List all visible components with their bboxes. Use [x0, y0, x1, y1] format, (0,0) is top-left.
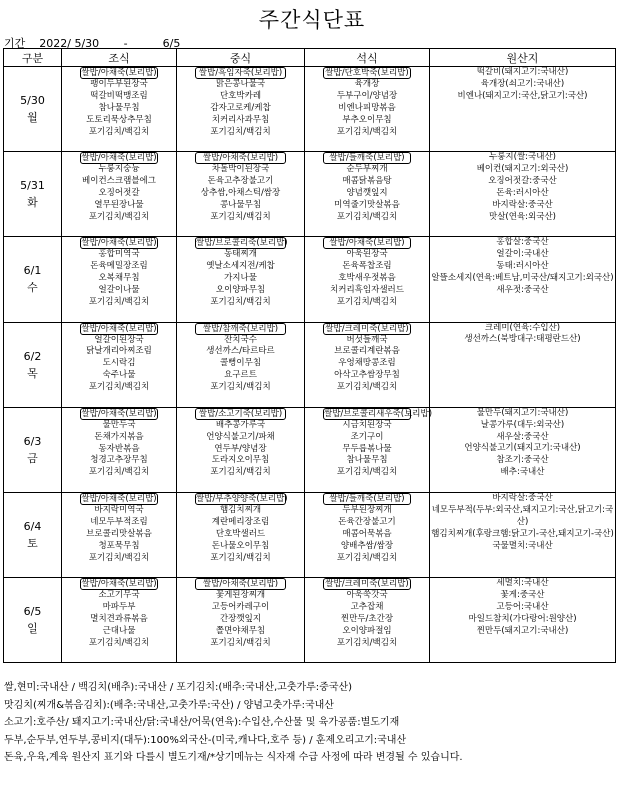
origin-item: 비엔나(돼지고기:국산,닭고기:국산)	[457, 90, 588, 101]
kimchi-item: 포기김치/백김치	[210, 637, 271, 648]
origin-item: 홍합살:중국산	[496, 237, 549, 248]
dinner-cell	[305, 407, 433, 492]
rice-porridge-item: 쌀밥/브로콜리새우죽(보리밥)	[324, 408, 433, 419]
day-cell	[4, 67, 62, 152]
dinner-cell	[305, 152, 430, 237]
kimchi-item: 포기김치/백김치	[336, 126, 398, 137]
menu-item: 고등어카레구이	[211, 602, 270, 613]
rice-porridge-item: 쌀밥/아채죽(보리밥)	[81, 238, 157, 249]
menu-item: 시금치된장국	[342, 419, 392, 430]
menu-item: 얼갈이나물	[98, 285, 140, 296]
kimchi-item: 포기김치/백김치	[336, 637, 398, 648]
breakfast-cell	[62, 322, 177, 407]
kimchi-item: 포기김치/백김치	[88, 637, 150, 648]
origin-item: 국물멸치:국내산	[492, 540, 553, 551]
kimchi-item: 포기김치/백김치	[336, 296, 398, 307]
period-start: 2022/ 5/30	[39, 37, 100, 50]
menu-item: 찐만두/초간장	[340, 613, 394, 624]
lunch-menu	[177, 493, 304, 564]
menu-item: 상추쌈,아채스틱/쌈장	[200, 187, 281, 198]
menu-item: 네모두부적조림	[90, 516, 148, 527]
menu-item: 잔치국수	[224, 334, 257, 345]
origin-item: 육개장(쇠고기:국내산)	[480, 78, 565, 89]
menu-item: 물만두국	[102, 419, 136, 430]
menu-item: 매콤어묵볶음	[342, 528, 392, 539]
kimchi-item: 포기김치/백김치	[88, 552, 150, 563]
lunch-cell	[177, 578, 305, 663]
rice-porridge-item: 쌀밥/부추양양죽(보리밥)	[196, 493, 288, 504]
day-cell	[4, 237, 62, 322]
kimchi-item: 포기김치/백김치	[336, 382, 398, 393]
header-row	[4, 49, 616, 67]
menu-item: 비엔나피망볶음	[338, 102, 396, 113]
day-weekday: 일	[27, 622, 38, 636]
dinner-menu	[305, 67, 429, 138]
menu-item: 동자반볶음	[98, 443, 140, 454]
origin-item: 알뜰소세지(연육:베트남,미국산/돼지고기:외국산)	[431, 273, 614, 284]
lunch-cell	[177, 152, 305, 237]
day-date: 6/3	[23, 434, 42, 448]
kimchi-item: 포기김치/백김치	[210, 126, 271, 137]
day-weekday: 월	[27, 111, 38, 125]
menu-item: 열무된장나물	[94, 199, 144, 210]
kimchi-item: 포기김치/백김치	[210, 552, 271, 563]
dinner-menu	[305, 578, 429, 649]
day-date: 5/30	[20, 94, 45, 108]
origin-item: 꽃게:중국산	[500, 590, 545, 601]
day-cell	[4, 578, 62, 663]
rice-porridge-item: 쌀밥/아채죽(보리밥)	[81, 323, 157, 334]
day-row	[4, 67, 616, 152]
menu-item: 가지나물	[224, 273, 257, 284]
note-line: 두부,순두부,연두부,콩비지(대두):100%외국산-(미국,캐나다,호주 등) / 훈제오리고기:국내산	[4, 734, 407, 746]
menu-item: 계란메리장조림	[211, 516, 270, 527]
menu-item: 맑은콩나물국	[215, 79, 266, 89]
lunch-cell	[177, 492, 305, 577]
rice-porridge-item: 쌀밥/아채죽(보리밥)	[195, 152, 286, 164]
day-weekday: 목	[27, 366, 38, 380]
dinner-menu	[305, 323, 429, 394]
origin-item: 오징어젓갈:중국산	[488, 175, 557, 186]
origin-cell	[430, 152, 616, 237]
menu-item: 콩나물무침	[219, 199, 262, 210]
dinner-menu	[305, 493, 429, 564]
menu-item: 돈나물오이무침	[211, 540, 270, 551]
menu-item: 부추오이무침	[342, 114, 392, 125]
origin-item: 맛살(연육:외국산)	[489, 211, 556, 222]
origin-item: 떡갈비(돼지고기:국내산)	[476, 67, 569, 77]
origin-item: 배추:국내산	[500, 467, 545, 478]
menu-item: 우엉채땅콩조림	[338, 358, 396, 369]
page-title: 주간식단표	[258, 8, 366, 32]
menu-item: 조기구이	[350, 431, 384, 442]
menu-item: 미역줄기맛살볶음	[334, 199, 400, 210]
menu-item: 간장깻잎지	[219, 613, 262, 624]
period-end: 6/5	[162, 37, 181, 50]
menu-item: 돈채가지볶음	[94, 431, 144, 442]
menu-item: 청경고추장무침	[90, 455, 148, 466]
kimchi-item: 포기김치/백김치	[88, 211, 150, 222]
origin-item: 언양식불고기(돼지고기:국내산)	[464, 443, 581, 454]
lunch-menu	[177, 408, 304, 479]
kimchi-item: 포기김치/백김치	[88, 296, 150, 307]
menu-item: 누룽지숭늉	[98, 164, 140, 175]
menu-item: 참나물무침	[98, 102, 140, 113]
origin-item: 참조기:중국산	[496, 455, 549, 466]
header-origin: 원산지	[430, 49, 616, 67]
lunch-cell	[177, 67, 305, 152]
header-lunch: 중식	[177, 49, 305, 67]
breakfast-menu	[62, 237, 176, 308]
origin-item: 크레미(연육:수입산)	[484, 322, 561, 333]
day-row	[4, 492, 616, 577]
rice-porridge-item: 쌀밥/단호박죽(보리밥)	[323, 67, 411, 79]
menu-item: 돈육메밀장조림	[90, 261, 148, 272]
menu-item: 매콤닭볶음탕	[342, 176, 392, 187]
lunch-menu	[177, 578, 304, 649]
menu-item: 참나물무침	[346, 455, 388, 466]
rice-porridge-item: 쌀밥/아채죽(보리밥)	[81, 408, 157, 419]
kimchi-item: 포기김치/백김치	[88, 467, 150, 478]
breakfast-menu	[62, 578, 176, 649]
day-cell	[4, 407, 62, 492]
breakfast-menu	[62, 493, 176, 564]
day-row	[4, 237, 616, 322]
menu-item: 버섯들깨국	[346, 334, 388, 345]
menu-item: 콜뻥이무침	[219, 358, 262, 369]
origin-item: 동태:러시아산	[496, 261, 549, 272]
day-date: 6/1	[23, 264, 42, 278]
dinner-menu	[305, 408, 433, 479]
menu-item: 마파두부	[102, 602, 136, 613]
lunch-menu	[177, 323, 304, 394]
rice-porridge-item: 쌀밥/참깨죽(보리밥)	[195, 323, 286, 335]
lunch-cell	[177, 407, 305, 492]
menu-item: 육개장	[354, 79, 380, 89]
header-day: 구분	[4, 49, 62, 67]
note-line: 맛김치(찌개&볶음김치):(배추:국내산,고춧가루:국산) / 양념고춧가루:국내산	[4, 699, 334, 711]
kimchi-item: 포기김치/백김치	[336, 467, 398, 478]
menu-item: 차돌박이된장국	[211, 164, 270, 175]
origin-item: 날콩가루(대두:외국산)	[480, 419, 565, 430]
rice-porridge-item: 쌀밥/브로콜리죽(보리밥)	[196, 238, 288, 249]
breakfast-cell	[62, 67, 177, 152]
origin-item: 생선까스(북방대구:태평란드산)	[464, 334, 581, 345]
day-weekday: 토	[27, 537, 38, 551]
breakfast-cell	[62, 407, 177, 492]
breakfast-menu	[62, 67, 176, 138]
dinner-cell	[305, 67, 430, 152]
origin-item: 찐만두(돼지고기:국내산)	[476, 625, 569, 636]
rice-porridge-item: 쌀밥/아채죽(보리밥)	[81, 153, 157, 164]
menu-item: 생선까스/타르타르	[206, 346, 275, 357]
menu-item: 도토리묵상추무침	[86, 114, 152, 125]
menu-item: 바지락미역국	[94, 504, 144, 515]
note-line: 소고기:호주산/ 돼지고기:국내산/닭:국내산/어묵(연육):수입산,수산물 및 육가공품:별도기재	[4, 717, 400, 728]
kimchi-item: 포기김치/백김치	[88, 126, 150, 137]
dinner-cell	[305, 578, 430, 663]
dinner-menu	[305, 152, 429, 223]
menu-item: 오이양파무침	[215, 285, 266, 296]
lunch-menu	[177, 152, 304, 223]
dinner-cell	[305, 322, 430, 407]
header-dinner: 석식	[305, 49, 430, 67]
breakfast-cell	[62, 578, 177, 663]
menu-item: 단호박카레	[219, 90, 262, 101]
note-line: 돈육,우육,계육 원산지 표기와 다를시 별도기재/*상기메뉴는 식자재 수급 사정에 따라 변경될 수 있습니다.	[4, 752, 463, 763]
origin-item: 돈육:러시아산	[496, 187, 549, 198]
day-date: 6/5	[23, 605, 42, 619]
origin-cell	[430, 407, 616, 492]
menu-item: 근대나물	[102, 625, 136, 636]
period-separator: -	[123, 37, 128, 50]
origin-item: 네모두부적(두부:외국산,돼지고기:국산,닭고기:국산)	[431, 504, 614, 527]
rice-porridge-item: 쌀밥/아채죽(보리밥)	[81, 68, 157, 78]
lunch-cell	[177, 237, 305, 322]
origin-notes	[4, 679, 620, 767]
menu-item: 돈육고추장불고기	[207, 176, 274, 187]
origin-cell	[430, 237, 616, 322]
origin-item: 햄김치찌개(후랑크햄:닭고기-국산,돼지고기-국산)	[431, 528, 614, 539]
menu-item: 도라지오이무침	[211, 455, 270, 466]
dinner-cell	[305, 492, 430, 577]
kimchi-item: 포기김치/백김치	[210, 382, 271, 393]
menu-item: 동태찌개	[224, 249, 257, 260]
origin-item: 물만두(돼지고기:국내산)	[476, 407, 569, 418]
menu-item: 호박새우젓볶음	[338, 273, 396, 284]
menu-item: 치커리흑임자샐러드	[330, 285, 404, 296]
breakfast-cell	[62, 152, 177, 237]
menu-item: 순두부찌개	[346, 164, 388, 175]
menu-item: 소고기무국	[98, 590, 140, 601]
menu-item: 오복채무침	[98, 273, 140, 284]
menu-item: 연두부/양념장	[214, 443, 267, 454]
day-cell	[4, 322, 62, 407]
day-cell	[4, 152, 62, 237]
breakfast-menu	[62, 323, 176, 394]
breakfast-cell	[62, 237, 177, 322]
menu-item: 꽃게된장찌개	[215, 590, 266, 601]
kimchi-item: 포기김치/백김치	[88, 382, 150, 393]
rice-porridge-item: 쌀밥/크레미죽(보리밥)	[323, 578, 411, 590]
day-weekday: 금	[27, 451, 38, 465]
menu-item: 언양식불고기/파채	[206, 431, 275, 442]
dinner-cell	[305, 237, 430, 322]
rice-porridge-item: 쌀밥/들깨죽(보리밥)	[323, 152, 411, 164]
menu-item: 쫄면야채무침	[215, 625, 266, 636]
day-row	[4, 322, 616, 407]
breakfast-menu	[62, 152, 176, 223]
rice-porridge-item: 쌀밥/아채죽(보리밥)	[81, 493, 157, 504]
rice-porridge-item: 쌀밥/아채죽(보리밥)	[81, 579, 157, 590]
dinner-menu	[305, 237, 429, 308]
menu-item: 무두릅볶나물	[342, 443, 392, 454]
rice-porridge-item: 쌀밥/아채죽(보리밥)	[323, 237, 411, 249]
breakfast-cell	[62, 492, 177, 577]
origin-item: 마일드참치(가다랑어:원양산)	[468, 613, 577, 624]
menu-item: 팽이두부된장국	[90, 79, 148, 89]
menu-item: 얼갈이된장국	[94, 334, 144, 345]
menu-item: 돈육간장불고기	[338, 516, 396, 527]
lunch-cell	[177, 322, 305, 407]
menu-item: 햄김치찌개	[219, 504, 262, 515]
rice-porridge-item: 쌀밥/소고기죽(보리밥)	[195, 408, 286, 420]
origin-item: 고등어:국내산	[496, 601, 549, 612]
menu-item: 아삭고추쌈장무침	[334, 370, 400, 381]
menu-item: 요구르트	[224, 370, 257, 381]
day-date: 6/4	[23, 520, 42, 534]
lunch-menu	[177, 67, 304, 138]
menu-item: 단호박샐러드	[215, 528, 266, 539]
menu-item: 아욱된장국	[346, 249, 388, 260]
origin-item: 바지락살:중국산	[492, 199, 553, 210]
rice-porridge-item: 쌀밥/들깨죽(보리밥)	[323, 493, 411, 505]
menu-item: 양념깻잎지	[346, 187, 388, 198]
kimchi-item: 포기김치/백김치	[210, 211, 271, 222]
kimchi-item: 포기김치/백김치	[336, 211, 398, 222]
origin-item: 새우젓:중국산	[496, 284, 549, 295]
kimchi-item: 포기김치/백김치	[336, 552, 398, 563]
breakfast-menu	[62, 408, 176, 479]
menu-item: 오이양파절임	[342, 625, 392, 636]
menu-item: 베이컨스크램블에그	[82, 176, 156, 187]
note-line: 쌀,현미:국내산 / 백김치(배추):국내산 / 포기김치:(배추:국내산,고춧가루:중국산)	[4, 682, 353, 693]
kimchi-item: 포기김치/백김치	[210, 296, 271, 307]
day-date: 6/2	[23, 349, 42, 363]
menu-item: 도시락김	[102, 358, 136, 369]
menu-item: 떡갈비떡맹조림	[90, 90, 148, 101]
menu-item: 고추잡채	[350, 602, 384, 613]
menu-item: 두부된장찌개	[342, 504, 392, 515]
menu-item: 두부구이/양념장	[336, 90, 398, 101]
day-row	[4, 578, 616, 663]
rice-porridge-item: 쌀밥/크레미죽(보리밥)	[323, 323, 411, 335]
origin-cell	[430, 578, 616, 663]
origin-cell	[430, 67, 616, 152]
menu-item: 숙주나물	[102, 370, 136, 381]
day-cell	[4, 492, 62, 577]
menu-item: 청포묵무침	[98, 540, 140, 551]
day-weekday: 화	[27, 196, 38, 210]
menu-item: 닭날개리아찌조림	[86, 346, 152, 357]
origin-item: 세멸치:국내산	[496, 578, 549, 589]
menu-item: 옛날소세지전/케찹	[206, 261, 275, 272]
origin-item: 얼갈이:국내산	[496, 249, 549, 260]
weekly-menu-table	[3, 48, 616, 663]
rice-porridge-item: 쌀밥/흑임자죽(보리밥)	[195, 67, 286, 79]
origin-item: 새우살:중국산	[496, 431, 549, 442]
origin-item: 바지락살:중국산	[492, 492, 553, 503]
menu-item: 감자고로케/케찹	[210, 102, 271, 113]
menu-item: 양배추쌈/쌈장	[340, 540, 394, 551]
header-breakfast: 조식	[62, 49, 177, 67]
day-row	[4, 152, 616, 237]
menu-item: 브로콜리맛살볶음	[86, 528, 152, 539]
origin-item: 베이컨(돼지고기:외국산)	[476, 164, 569, 175]
origin-item: 누룽지(쌀:국내산)	[489, 152, 556, 163]
menu-item: 브로콜리계란볶음	[334, 346, 400, 357]
menu-item: 아욱쑥갓국	[346, 590, 388, 601]
day-row	[4, 407, 616, 492]
menu-item: 배추콩가루국	[215, 419, 266, 430]
menu-item: 오징어젓갈	[98, 187, 140, 198]
period-label: 기간	[4, 37, 26, 50]
menu-item: 치커리사과무침	[211, 114, 270, 125]
day-weekday: 수	[27, 281, 38, 295]
origin-cell	[430, 492, 616, 577]
menu-item: 돈육폭찹조림	[342, 261, 392, 272]
menu-item: 홍합미역국	[98, 249, 140, 260]
origin-cell	[430, 322, 616, 407]
lunch-menu	[177, 237, 304, 308]
menu-item: 멸치견과류볶음	[90, 613, 148, 624]
day-date: 5/31	[20, 179, 45, 193]
kimchi-item: 포기김치/백김치	[210, 467, 271, 478]
rice-porridge-item: 쌀밥/아채죽(보리밥)	[195, 578, 286, 590]
